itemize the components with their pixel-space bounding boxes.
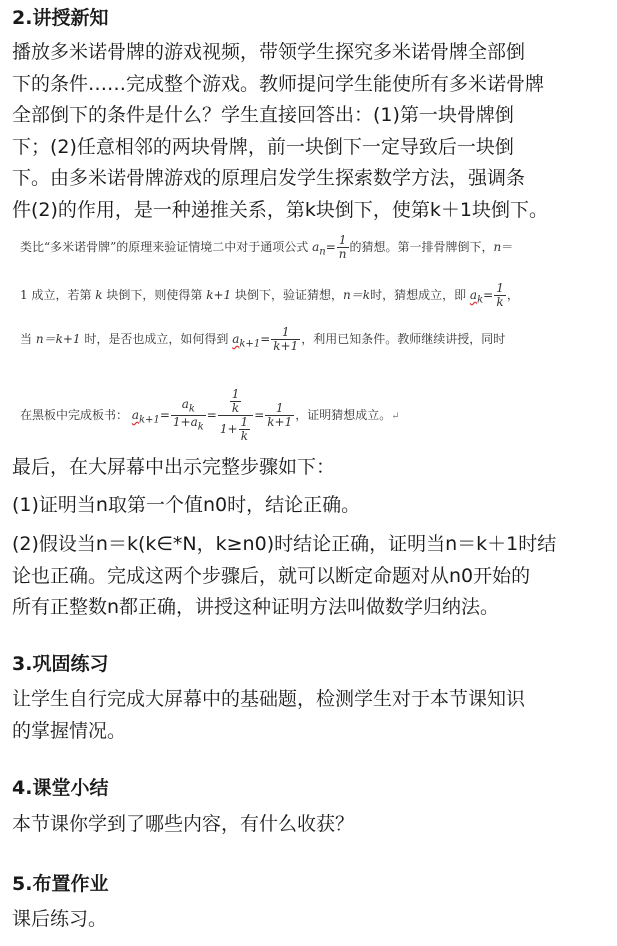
formula-operator: =: [325, 240, 336, 254]
formula-subscript: n: [319, 246, 326, 258]
formula-operator: =: [159, 408, 170, 422]
section-5-paragraph: [12, 904, 607, 936]
formula-operator: =: [254, 408, 265, 422]
formula-subscript: k: [188, 403, 195, 414]
fraction-denominator: k: [240, 429, 248, 443]
fraction-denominator: n: [338, 247, 347, 261]
section-3-paragraph: [12, 684, 607, 747]
step-2-paragraph: [12, 529, 607, 624]
scan-text: ，利用已知条件。教师继续讲授，同时: [301, 332, 506, 346]
scan-text: ＝: [501, 240, 514, 254]
fraction-numerator: 1: [496, 281, 504, 295]
scan-line-4: [20, 388, 400, 443]
compound-fraction: [218, 388, 253, 443]
scan-line-2: [20, 282, 519, 310]
fraction-numerator: 1: [265, 402, 294, 416]
scan-text: 的猜想。第一排骨牌倒下，: [349, 240, 494, 254]
paragraph-line: 最后，在大屏幕中出示完整步骤如下：: [12, 456, 336, 478]
section-2-heading: 2.讲授新知: [12, 7, 109, 29]
section-5-heading: 5.布置作业: [12, 873, 109, 895]
fraction: [265, 402, 294, 429]
paragraph-line: 本节课你学到了哪些内容，有什么收获？: [12, 813, 355, 835]
formula-variable: a: [181, 396, 189, 411]
fraction-denominator: k: [496, 295, 504, 309]
formula-expression: n＝k: [343, 288, 371, 302]
formula-expression: 1+a: [172, 415, 198, 429]
paragraph-mark-icon: ↵: [391, 411, 400, 422]
formula-expression: n＝k+1: [35, 332, 81, 346]
paragraph-line: 课后练习。: [12, 908, 108, 930]
fraction: [230, 388, 242, 415]
fraction-denominator: k+1: [273, 339, 299, 353]
scan-text: 在黑板中完成板书：: [20, 408, 129, 422]
summary-paragraph: [12, 452, 607, 521]
scan-text: ，: [506, 288, 519, 302]
formula-subscript: k+1: [239, 338, 261, 350]
formula-variable: k: [95, 288, 103, 302]
fraction-numerator: [171, 398, 206, 416]
scan-text: 时，是否也成立，如何得到: [84, 332, 229, 346]
paragraph-line: 论也正确。完成这两个步骤后，就可以断定命题对从n0开始的: [12, 564, 531, 587]
fraction-numerator: 1: [271, 326, 300, 340]
formula-variable: a: [232, 332, 240, 346]
scan-line-1: [20, 234, 513, 262]
fraction-numerator: [218, 388, 253, 416]
scanned-formula-image: [12, 226, 610, 444]
formula-expression: 1+: [219, 422, 238, 436]
fraction-denominator: [171, 416, 206, 433]
fraction: [494, 282, 506, 309]
scan-text: 1 成立，若第: [20, 288, 92, 302]
formula-variable: a: [469, 288, 478, 302]
section-4-paragraph: [12, 809, 607, 841]
fraction-denominator: k+1: [267, 415, 293, 429]
fraction-numerator: 1: [240, 415, 249, 429]
paragraph-line: (2)假设当n＝k(k∈*N，k≥n0)时结论正确，证明当n＝k＋1时结: [12, 533, 557, 555]
paragraph-line: 下。由多米诺骨牌游戏的原理启发学生探索数学方法，强调条: [12, 167, 526, 189]
paragraph-line: 件(2)的作用，是一种递推关系，第k块倒下，使第k＋1块倒下。: [12, 198, 549, 221]
formula-operator: =: [483, 288, 494, 302]
scan-line-3: [20, 326, 505, 354]
fraction: [271, 326, 300, 353]
scan-text: 类比“多米诺骨牌”的原理来验证情境二中对于通项公式: [20, 240, 309, 254]
paragraph-line: 所有正整数n都正确，讲授这种证明方法叫做数学归纳法。: [12, 596, 500, 618]
paragraph-line: 下；(2)任意相邻的两块骨牌，前一块倒下一定导致后一块倒: [12, 135, 514, 158]
fraction-denominator: [218, 416, 253, 443]
paragraph-line: (1)证明当n取第一个值n0时，结论正确。: [12, 493, 361, 516]
formula-variable: a: [312, 240, 320, 254]
scan-text: 时，猜想成立，即: [370, 288, 467, 302]
paragraph-line: 全部倒下的条件是什么？学生直接回答出：(1)第一块骨牌倒: [12, 104, 514, 126]
paragraph-line: 下的条件……完成整个游戏。教师提问学生能使所有多米诺骨牌: [12, 72, 545, 95]
formula-operator: =: [260, 332, 271, 346]
formula-subscript: k: [197, 421, 204, 433]
section-2-paragraph: [12, 37, 607, 226]
fraction-numerator: 1: [231, 387, 240, 401]
paragraph-line: 播放多米诺骨牌的游戏视频，带领学生探究多米诺骨牌全部倒: [12, 41, 526, 63]
fraction: [239, 416, 251, 443]
scan-text: 块倒下，则使得第: [106, 288, 203, 302]
fraction: [171, 398, 206, 434]
paragraph-line: 让学生自行完成大屏幕中的基础题，检测学生对于本节课知识: [12, 688, 526, 710]
scan-text: 当: [20, 332, 33, 346]
fraction-numerator: 1: [337, 234, 349, 248]
scan-text: 块倒下，验证猜想，: [235, 288, 344, 302]
section-4-heading: 4.课堂小结: [12, 777, 109, 799]
formula-expression: k+1: [206, 288, 232, 302]
section-3-heading: 3.巩固练习: [12, 653, 109, 675]
fraction: [337, 234, 349, 261]
scan-text: ，证明猜想成立。: [295, 408, 392, 422]
paragraph-line: 的掌握情况。: [12, 719, 127, 742]
formula-variable: a: [131, 408, 139, 422]
formula-subscript: k+1: [139, 414, 160, 426]
fraction-denominator: k: [231, 401, 240, 415]
formula-variable: n: [493, 240, 502, 254]
formula-subscript: k: [477, 294, 484, 306]
formula-operator: =: [206, 408, 217, 422]
